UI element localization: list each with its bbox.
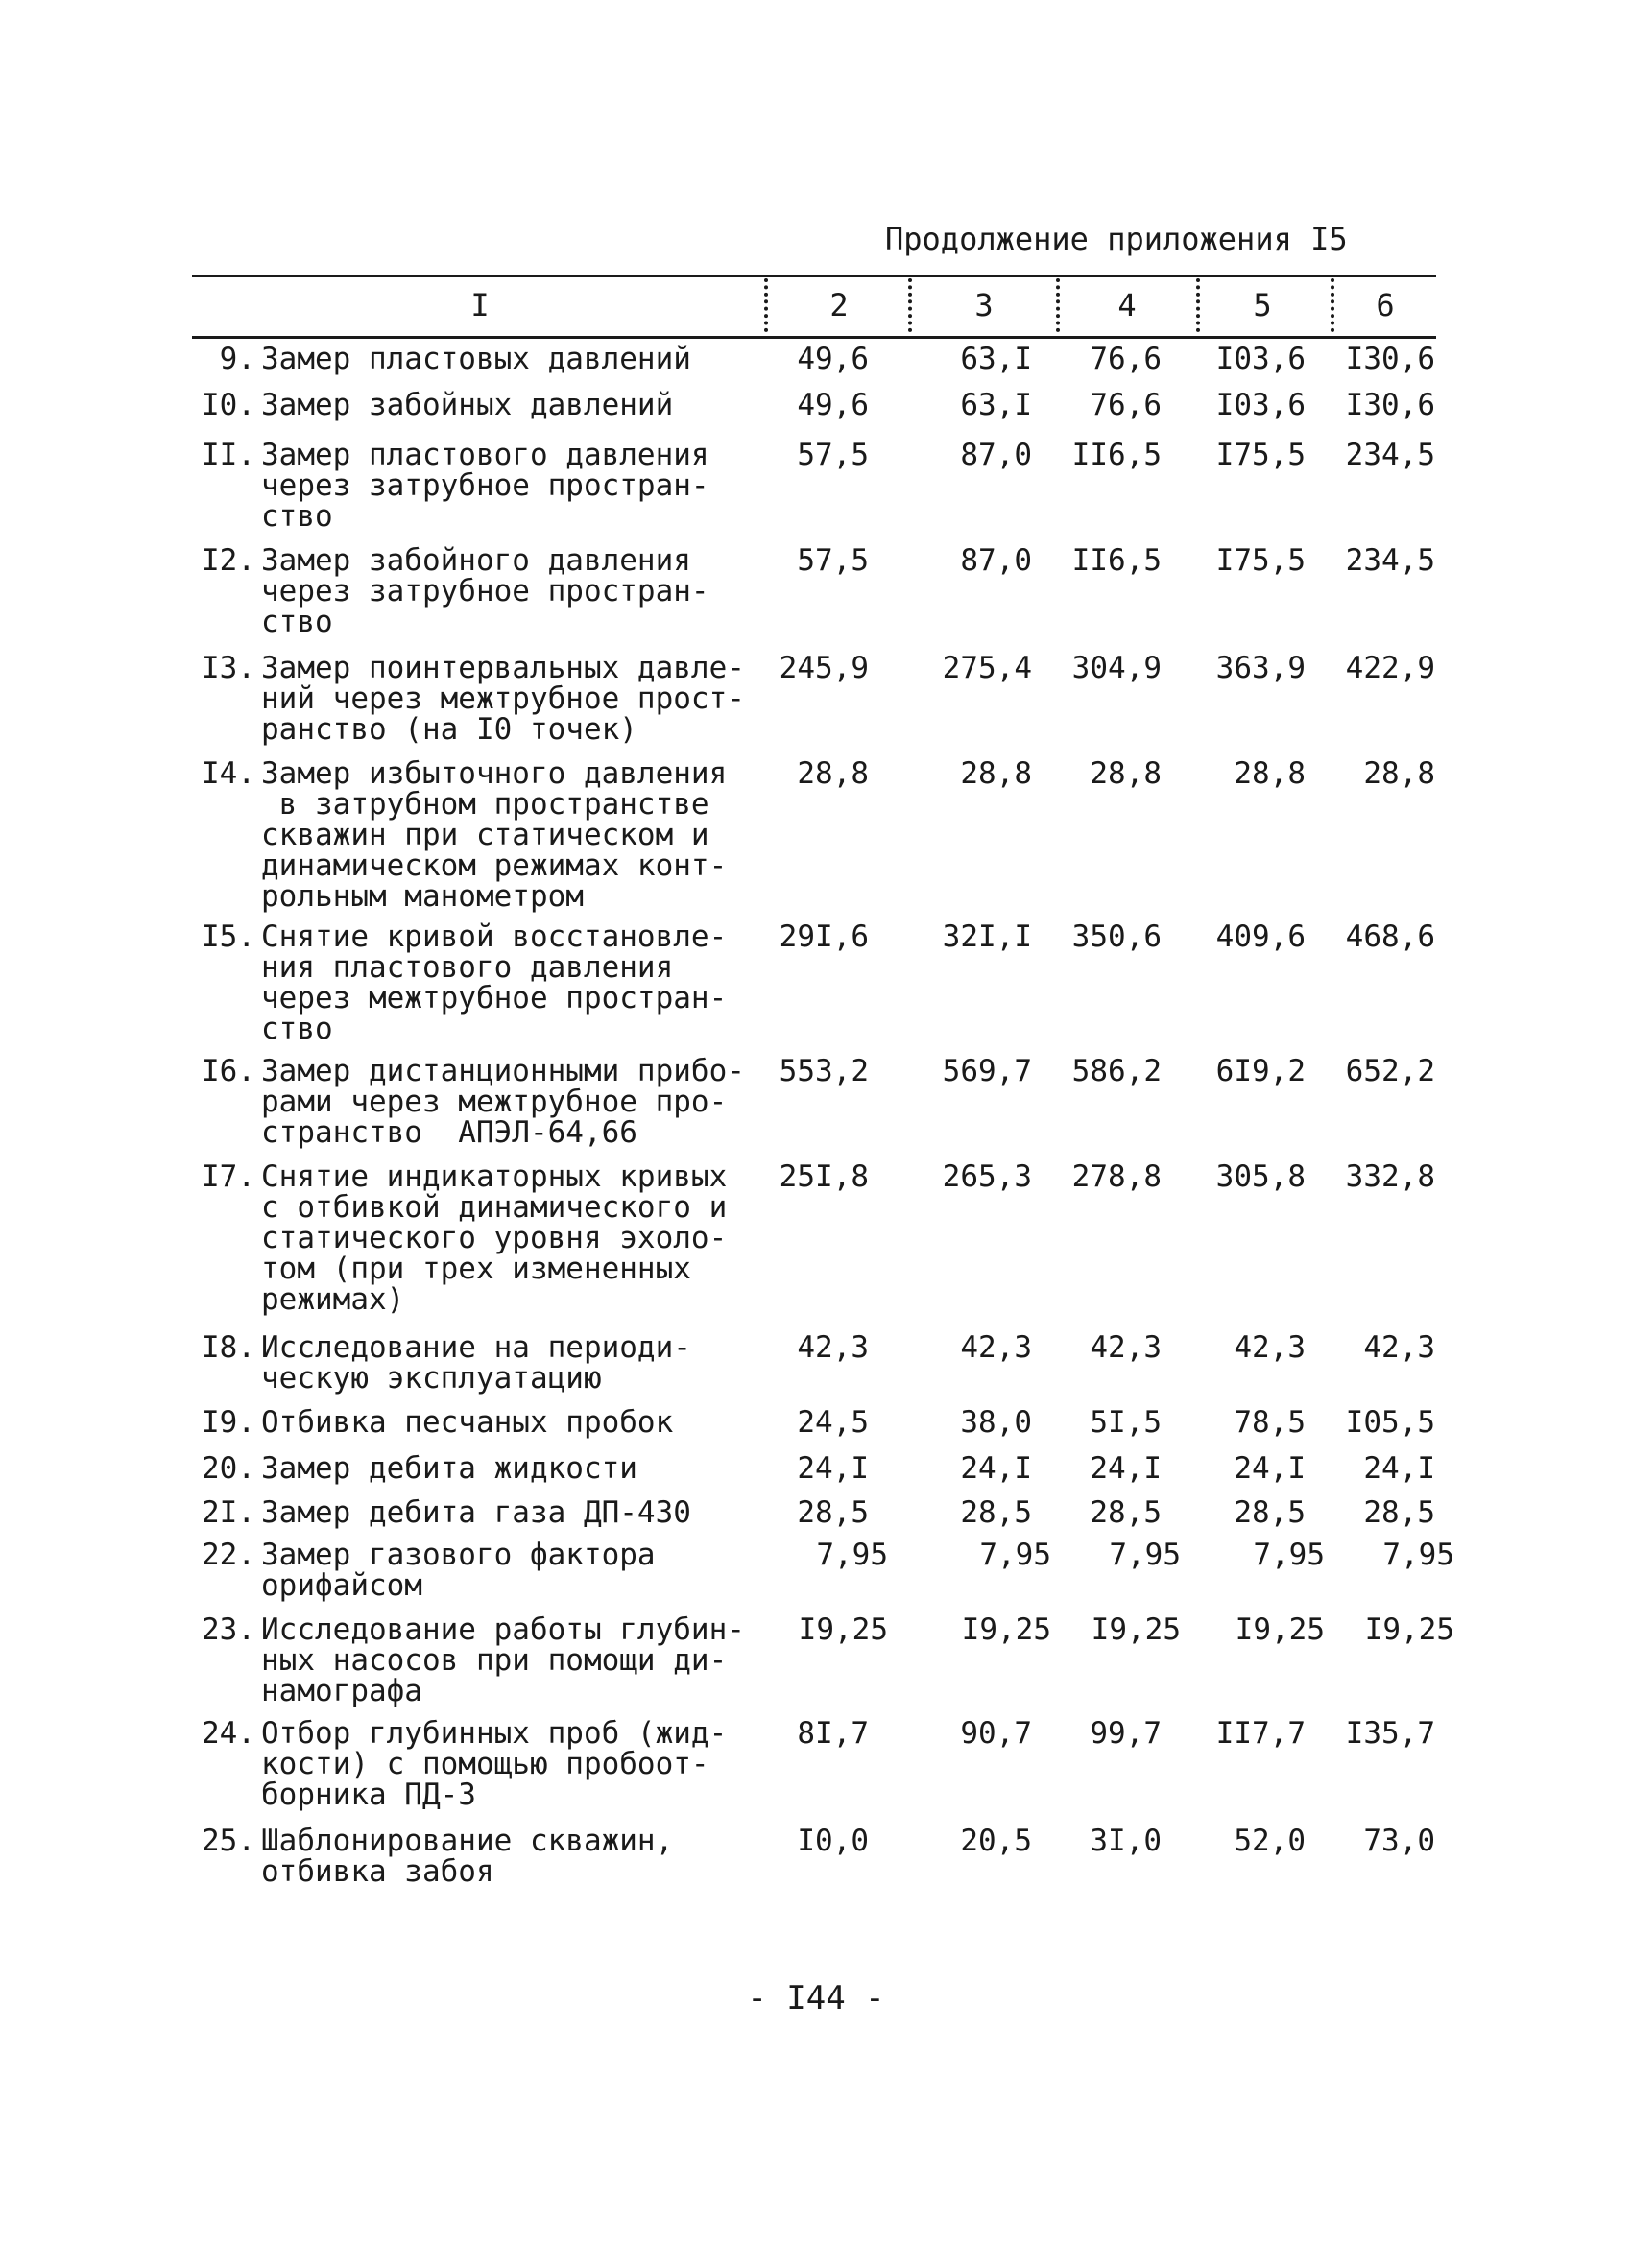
row-number: 9. [219, 342, 255, 376]
value-col-2: 57,5 [797, 438, 869, 472]
value-col-4: 42,3 [1090, 1330, 1162, 1365]
value-col-3: 28,8 [960, 756, 1032, 791]
value-col-4: 3I,0 [1090, 1824, 1162, 1858]
column-header-5: 5 [1253, 287, 1272, 323]
value-col-6: I30,6 [1345, 342, 1435, 376]
value-col-2: 49,6 [797, 388, 869, 422]
value-col-5: 6I9,2 [1215, 1054, 1306, 1088]
value-col-2: 49,6 [797, 342, 869, 376]
row-description: Замер забойного давления через затрубное простран- ство [261, 543, 709, 639]
value-col-5: 305,8 [1215, 1159, 1306, 1194]
value-col-3: 32I,I [942, 919, 1032, 954]
value-col-4: 586,2 [1071, 1054, 1162, 1088]
value-col-5: 28,5 [1234, 1495, 1306, 1530]
value-col-2: I0,0 [797, 1824, 869, 1858]
row-number: 20. [202, 1451, 255, 1486]
value-col-6: 234,5 [1345, 438, 1435, 472]
row-number: I3. [202, 651, 255, 685]
value-col-3: 7,95 [979, 1538, 1051, 1572]
row-description: Отбор глубинных проб (жид- кости) с помощью пробоот- борника ПД-3 [261, 1716, 728, 1812]
value-col-5: 78,5 [1234, 1405, 1306, 1440]
value-col-5: I75,5 [1215, 438, 1306, 472]
value-col-3: 265,3 [942, 1159, 1032, 1194]
value-col-6: I30,6 [1345, 388, 1435, 422]
column-header-4: 4 [1117, 287, 1137, 323]
row-description: Замер пластовых давлений [261, 342, 691, 376]
row-description: Замер пластового давления через затрубное простран- ство [261, 438, 709, 534]
value-col-3: 63,I [960, 342, 1032, 376]
row-description: Замер дебита жидкости [261, 1451, 637, 1486]
value-col-4: 278,8 [1071, 1159, 1162, 1194]
row-number: I6. [202, 1054, 255, 1088]
value-col-3: 24,I [960, 1451, 1032, 1486]
value-col-6: 7,95 [1382, 1538, 1454, 1572]
row-number: 25. [202, 1824, 255, 1858]
row-number: 24. [202, 1716, 255, 1751]
value-col-2: 42,3 [797, 1330, 869, 1365]
value-col-2: 29I,6 [779, 919, 869, 954]
value-col-5: 24,I [1234, 1451, 1306, 1486]
row-number: I2. [202, 543, 255, 578]
value-col-4: 76,6 [1090, 342, 1162, 376]
value-col-2: 28,5 [797, 1495, 869, 1530]
row-description: Замер газового фактора орифайсом [261, 1538, 656, 1603]
row-number: I7. [202, 1159, 255, 1194]
row-number: I8. [202, 1330, 255, 1365]
value-col-6: 42,3 [1363, 1330, 1435, 1365]
value-col-2: 7,95 [816, 1538, 888, 1572]
value-col-5: II7,7 [1215, 1716, 1306, 1751]
value-col-2: 245,9 [779, 651, 869, 685]
column-header-6: 6 [1376, 287, 1395, 323]
value-col-6: I9,25 [1364, 1612, 1454, 1647]
value-col-6: 24,I [1363, 1451, 1435, 1486]
value-col-5: 7,95 [1253, 1538, 1325, 1572]
value-col-3: 28,5 [960, 1495, 1032, 1530]
value-col-3: 63,I [960, 388, 1032, 422]
value-col-6: 332,8 [1345, 1159, 1435, 1194]
value-col-3: 90,7 [960, 1716, 1032, 1751]
value-col-5: 363,9 [1215, 651, 1306, 685]
value-col-5: 409,6 [1215, 919, 1306, 954]
value-col-5: 42,3 [1234, 1330, 1306, 1365]
page-number: - I44 - [747, 1979, 885, 2017]
value-col-2: 28,8 [797, 756, 869, 791]
row-number: I5. [202, 919, 255, 954]
column-header-3: 3 [974, 287, 994, 323]
continuation-header: Продолжение приложения I5 [885, 221, 1348, 257]
value-col-6: I05,5 [1345, 1405, 1435, 1440]
value-col-6: 652,2 [1345, 1054, 1435, 1088]
row-number: 23. [202, 1612, 255, 1647]
row-description: Исследование на периоди- ческую эксплуатацию [261, 1330, 691, 1396]
column-header-2: 2 [829, 287, 849, 323]
value-col-3: 569,7 [942, 1054, 1032, 1088]
value-col-6: 28,5 [1363, 1495, 1435, 1530]
row-number: I4. [202, 756, 255, 791]
value-col-4: 28,8 [1090, 756, 1162, 791]
value-col-5: I03,6 [1215, 342, 1306, 376]
value-col-3: 20,5 [960, 1824, 1032, 1858]
value-col-5: I9,25 [1235, 1612, 1325, 1647]
value-col-4: 24,I [1090, 1451, 1162, 1486]
value-col-3: 87,0 [960, 543, 1032, 578]
value-col-3: I9,25 [961, 1612, 1051, 1647]
value-col-2: 8I,7 [797, 1716, 869, 1751]
value-col-5: I75,5 [1215, 543, 1306, 578]
row-number: I9. [202, 1405, 255, 1440]
value-col-5: 52,0 [1234, 1824, 1306, 1858]
value-col-4: 7,95 [1109, 1538, 1181, 1572]
value-col-2: 553,2 [779, 1054, 869, 1088]
row-description: Исследование работы глубин- ных насосов при помощи ди- намографа [261, 1612, 745, 1708]
value-col-3: 42,3 [960, 1330, 1032, 1365]
row-description: Замер поинтервальных давле- ний через межтрубное прост- ранство (на I0 точек) [261, 651, 745, 747]
row-description: Замер дистанционными прибо- рами через межтрубное про- странство АПЭЛ-64,66 [261, 1054, 745, 1150]
table-header-rule [192, 336, 1436, 339]
value-col-4: 304,9 [1071, 651, 1162, 685]
row-number: I0. [202, 388, 255, 422]
value-col-4: II6,5 [1071, 438, 1162, 472]
value-col-3: 38,0 [960, 1405, 1032, 1440]
value-col-4: II6,5 [1071, 543, 1162, 578]
value-col-6: 234,5 [1345, 543, 1435, 578]
value-col-4: 28,5 [1090, 1495, 1162, 1530]
table-top-rule [192, 275, 1436, 277]
row-number: II. [202, 438, 255, 472]
value-col-4: 5I,5 [1090, 1405, 1162, 1440]
row-number: 22. [202, 1538, 255, 1572]
value-col-2: 24,5 [797, 1405, 869, 1440]
value-col-3: 275,4 [942, 651, 1032, 685]
value-col-4: 99,7 [1090, 1716, 1162, 1751]
value-col-2: 25I,8 [779, 1159, 869, 1194]
value-col-6: 422,9 [1345, 651, 1435, 685]
value-col-3: 87,0 [960, 438, 1032, 472]
value-col-4: I9,25 [1091, 1612, 1181, 1647]
row-description: Замер избыточного давления в затрубном пространстве скважин при статическом и динамическом режимах конт- рольным манометром [261, 756, 728, 914]
row-number: 2I. [202, 1495, 255, 1530]
value-col-6: 28,8 [1363, 756, 1435, 791]
value-col-2: 57,5 [797, 543, 869, 578]
row-description: Отбивка песчаных пробок [261, 1405, 674, 1440]
value-col-2: I9,25 [798, 1612, 888, 1647]
value-col-6: 73,0 [1363, 1824, 1435, 1858]
row-description: Снятие индикаторных кривых с отбивкой динамического и статического уровня эхоло- том (при трех измененных режимах) [261, 1159, 728, 1317]
row-description: Замер дебита газа ДП-430 [261, 1495, 691, 1530]
row-description: Шаблонирование скважин, отбивка забоя [261, 1824, 674, 1889]
value-col-2: 24,I [797, 1451, 869, 1486]
value-col-5: 28,8 [1234, 756, 1306, 791]
value-col-5: I03,6 [1215, 388, 1306, 422]
row-description: Замер забойных давлений [261, 388, 674, 422]
value-col-4: 76,6 [1090, 388, 1162, 422]
value-col-4: 350,6 [1071, 919, 1162, 954]
column-header-1: I [470, 287, 490, 323]
value-col-6: I35,7 [1345, 1716, 1435, 1751]
value-col-6: 468,6 [1345, 919, 1435, 954]
row-description: Снятие кривой восстановле- ния пластового давления через межтрубное простран- ство [261, 919, 728, 1046]
